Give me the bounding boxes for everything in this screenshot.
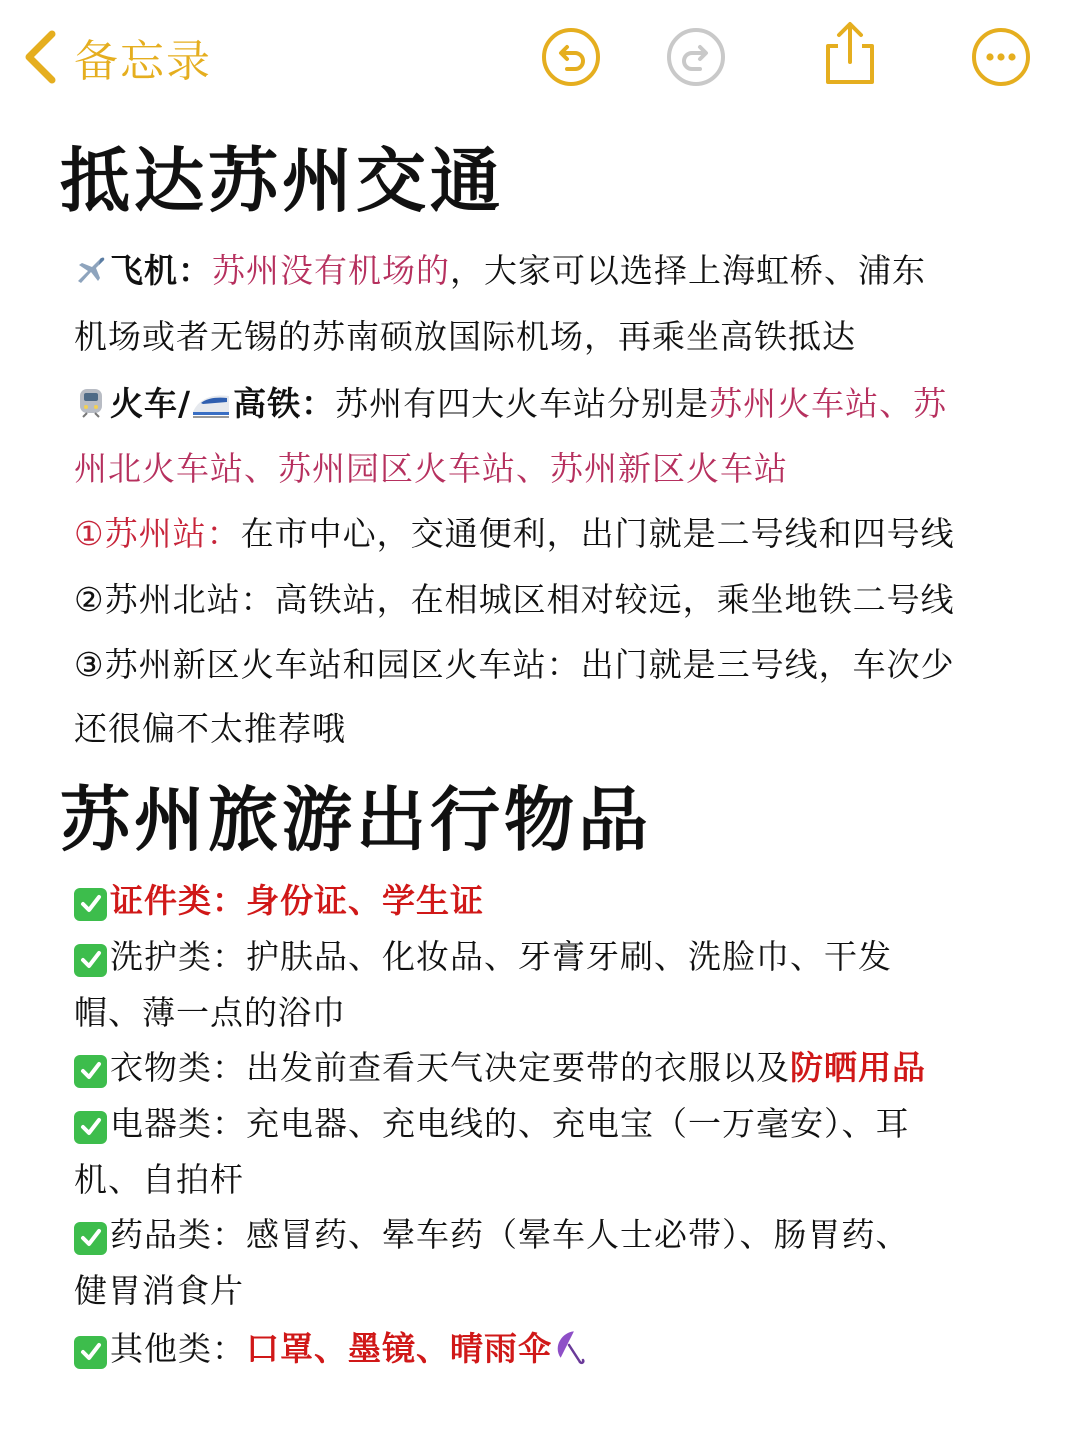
item-clothes-highlight: 防晒用品 <box>790 1048 926 1087</box>
station-3-text: 出门就是三号线，车次少 <box>580 645 955 684</box>
station-3-label: ③苏州新区火车站和园区火车站： <box>74 645 581 684</box>
undo-button[interactable] <box>540 26 602 88</box>
back-label: 备忘录 <box>74 36 212 87</box>
more-button[interactable] <box>970 26 1032 88</box>
plane-line <box>74 253 926 292</box>
section-title-packing: 苏州旅游出行物品 <box>60 779 652 861</box>
train-line <box>74 386 947 425</box>
item-clothes-text: 出发前查看天气决定要带的衣服以及 <box>246 1048 790 1087</box>
redo-button[interactable] <box>665 26 727 88</box>
item-electronics-label: 电器类： <box>110 1104 246 1143</box>
item-medicine <box>74 1215 910 1255</box>
checkmark-icon <box>74 1336 107 1369</box>
item-clothes <box>74 1048 926 1088</box>
checkmark-icon <box>74 888 107 921</box>
bullet-train-label: 高铁： <box>233 384 336 423</box>
more-icon <box>970 26 1032 88</box>
train-text: 苏州有四大火车站分别是 <box>335 384 710 423</box>
item-toiletries <box>74 937 892 977</box>
station-2 <box>74 580 955 619</box>
checkmark-icon <box>74 1055 107 1088</box>
item-others-highlight: 口罩、墨镜、晴雨伞 <box>246 1329 552 1368</box>
checkmark-icon <box>74 1111 107 1144</box>
plane-text: ，大家可以选择上海虹桥、浦东 <box>450 251 926 290</box>
bullet-train-icon <box>191 386 231 425</box>
item-documents-text: 身份证、学生证 <box>246 881 484 920</box>
train-label: 火车/ <box>110 384 192 423</box>
item-toiletries-label: 洗护类： <box>110 937 246 976</box>
redo-icon <box>665 26 727 88</box>
item-others-label: 其他类： <box>110 1329 246 1368</box>
station-1-label: ①苏州站： <box>74 514 241 553</box>
chevron-left-icon <box>20 28 60 86</box>
item-electronics-line-2: 机、自拍杆 <box>74 1160 244 1199</box>
item-documents-label: 证件类： <box>110 881 246 920</box>
umbrella-icon <box>552 1329 586 1370</box>
item-electronics <box>74 1104 910 1144</box>
item-documents <box>74 881 484 921</box>
checkmark-icon <box>74 944 107 977</box>
item-toiletries-text: 护肤品、化妆品、牙膏牙刷、洗脸巾、干发 <box>246 937 892 976</box>
item-medicine-label: 药品类： <box>110 1215 246 1254</box>
item-others <box>74 1329 588 1370</box>
station-1 <box>74 514 955 553</box>
item-medicine-text: 感冒药、晕车药（晕车人士必带）、肠胃药、 <box>246 1215 910 1254</box>
airplane-icon <box>74 253 108 292</box>
station-3-line-2: 还很偏不太推荐哦 <box>74 709 346 748</box>
share-icon <box>818 20 882 86</box>
section-title-transport: 抵达苏州交通 <box>60 140 504 222</box>
item-medicine-line-2: 健胃消食片 <box>74 1271 244 1310</box>
toolbar <box>0 0 1080 115</box>
item-electronics-text: 充电器、充电线的、充电宝（一万毫安）、耳 <box>246 1104 910 1143</box>
item-toiletries-line-2: 帽、薄一点的浴巾 <box>74 993 346 1032</box>
station-3 <box>74 645 955 684</box>
plane-line-2: 机场或者无锡的苏南硕放国际机场，再乘坐高铁抵达 <box>74 317 856 356</box>
train-icon <box>74 386 108 425</box>
share-button[interactable] <box>818 20 882 86</box>
train-line-2: 州北火车站、苏州园区火车站、苏州新区火车站 <box>74 449 788 488</box>
item-clothes-label: 衣物类： <box>110 1048 246 1087</box>
plane-label: 飞机： <box>110 251 212 290</box>
undo-icon <box>540 26 602 88</box>
station-1-text: 在市中心，交通便利，出门就是二号线和四号线 <box>240 514 955 553</box>
station-2-text: 高铁站，在相城区相对较远，乘坐地铁二号线 <box>274 580 955 619</box>
plane-highlight: 苏州没有机场的 <box>212 251 450 290</box>
train-highlight: 苏州火车站、苏 <box>709 384 948 423</box>
back-button[interactable] <box>20 22 212 92</box>
station-2-label: ②苏州北站： <box>74 580 275 619</box>
checkmark-icon <box>74 1222 107 1255</box>
